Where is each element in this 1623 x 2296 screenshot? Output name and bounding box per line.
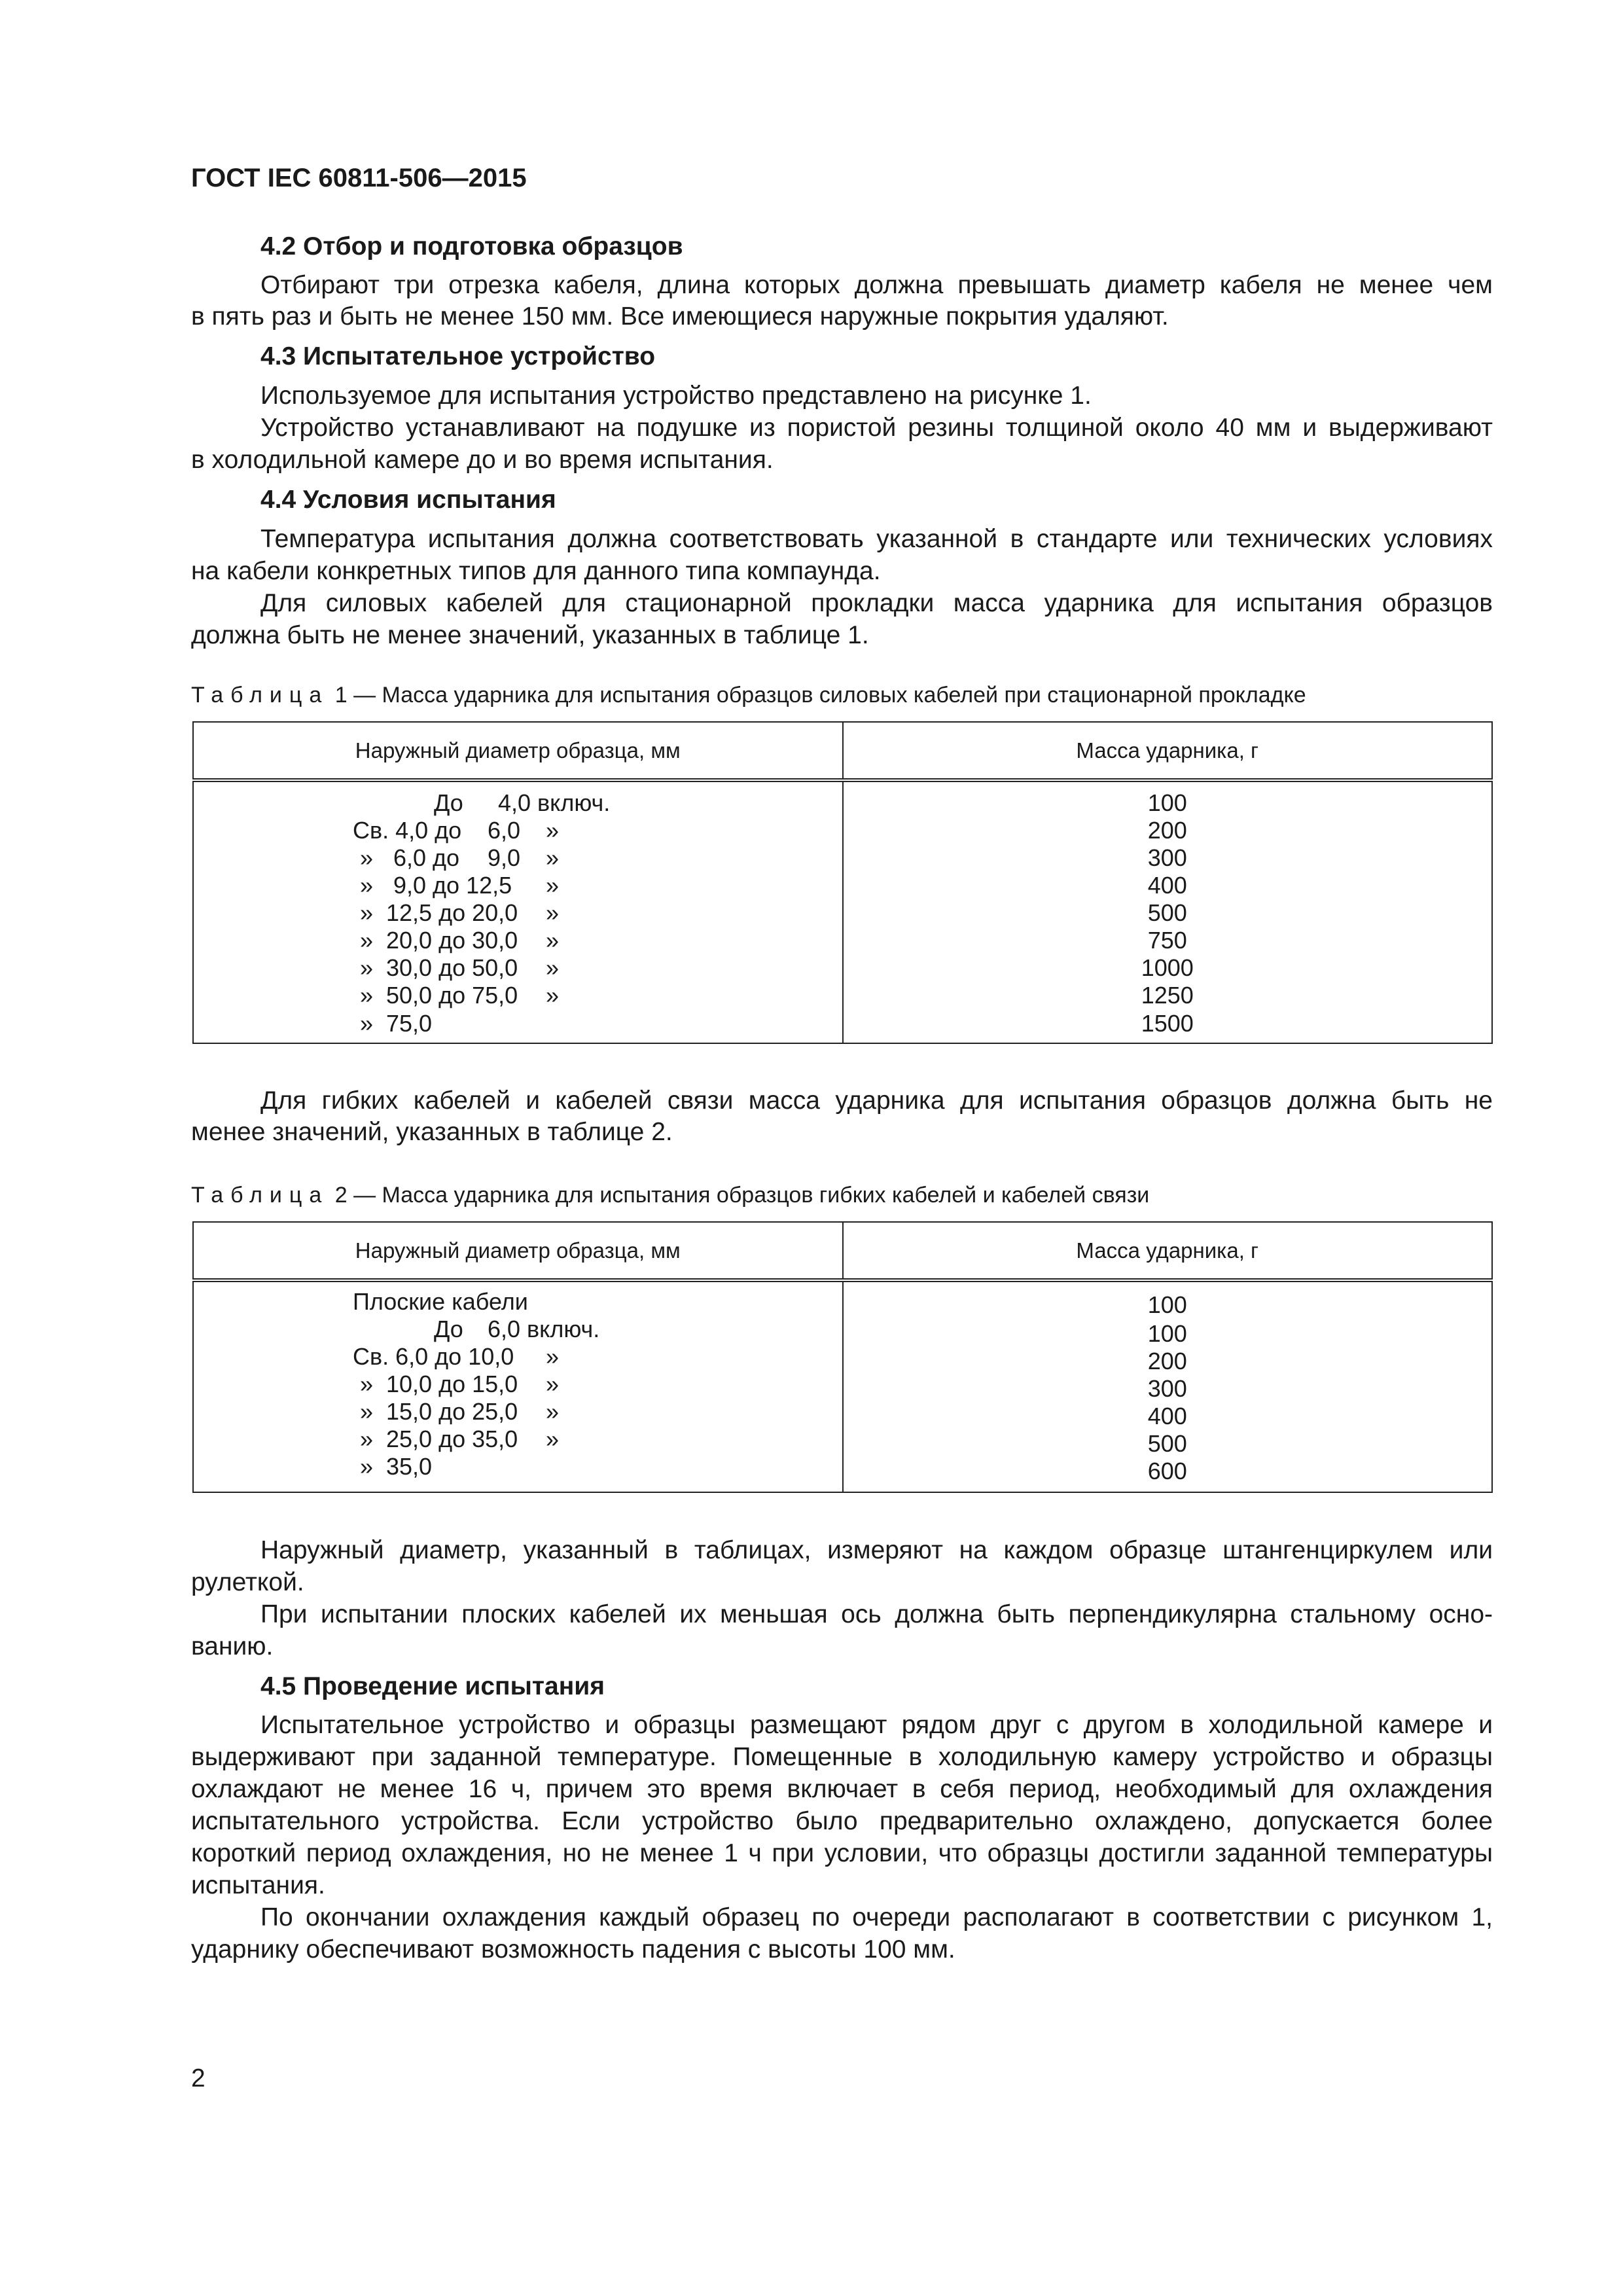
t2-mass-5: 400 bbox=[1147, 1403, 1187, 1429]
t1-r6-b: 20,0 до 30,0 bbox=[386, 927, 518, 954]
s45-para-1-line-4: испытательного устройства. Если устройство было предварительно охлаждено, допускается более bbox=[191, 1807, 1493, 1835]
t2-mass-2: 100 bbox=[1147, 1320, 1187, 1347]
t1-r4-c: » bbox=[546, 872, 560, 899]
t1-mass-2: 200 bbox=[1147, 817, 1187, 844]
t2-r4-b: 10,0 до 15,0 bbox=[386, 1371, 518, 1397]
t1-r3-a: » bbox=[360, 844, 374, 871]
s43-para-1: Используемое для испытания устройство представлено на рисунке 1. bbox=[260, 382, 1092, 410]
t2-mass-4: 300 bbox=[1147, 1375, 1187, 1402]
t1-mass-6: 750 bbox=[1147, 927, 1187, 954]
s43-para-2-line-2: в холодильной камере до и во время испытания. bbox=[191, 446, 774, 474]
t1-r4-b: 9,0 до 12,5 bbox=[393, 872, 512, 899]
t1-r2-c: » bbox=[546, 817, 560, 844]
table-1-header-diameter: Наружный диаметр образца, мм bbox=[193, 722, 843, 780]
table-2-caption bbox=[191, 1181, 1149, 1209]
table-1-caption-text: 1 — Масса ударника для испытания образцов силовых кабелей при стационарной прокладке bbox=[329, 683, 1306, 708]
t2-r7-a: » bbox=[360, 1453, 374, 1480]
t1-r7-a: » bbox=[360, 954, 374, 981]
t1-r3-d: 9,0 bbox=[488, 844, 521, 871]
table-2-body-row bbox=[193, 1280, 1492, 1492]
t1-r8-a: » bbox=[360, 982, 374, 1009]
table-2-caption-label: Таблица bbox=[191, 1183, 329, 1208]
s42-para-line-1: Отбирают три отрезка кабеля, длина которых должна превышать диаметр кабеля не менее чем bbox=[260, 271, 1493, 299]
table-1-header-mass: Масса ударника, г bbox=[843, 722, 1492, 780]
flat-para-line-2: ванию. bbox=[191, 1632, 274, 1660]
mid-para-line-1: Для гибких кабелей и кабелей связи масса ударника для испытания образцов должна быть не bbox=[260, 1086, 1493, 1115]
t2-r6-a: » bbox=[360, 1426, 374, 1452]
t2-mass-3: 200 bbox=[1147, 1348, 1187, 1374]
t2-r2-b: 6,0 включ. bbox=[488, 1316, 600, 1342]
table-2-header-row bbox=[193, 1222, 1492, 1280]
flat-para-line-1: При испытании плоских кабелей их меньшая ось должна быть перпендикулярна стальному осно- bbox=[260, 1600, 1493, 1628]
t2-r2-a: До bbox=[434, 1316, 463, 1342]
table-2-diameter-cell bbox=[193, 1280, 843, 1492]
s45-para-1-line-5: короткий период охлаждения, но не менее 1 ч при условии, что образцы достигли заданной температуры bbox=[191, 1839, 1493, 1867]
t1-mass-1: 100 bbox=[1147, 789, 1187, 816]
s45-para-1-line-6: испытания. bbox=[191, 1871, 325, 1899]
s45-para-2-line-1: По окончании охлаждения каждый образец по очереди располагают в соответствии с рисунком 1, bbox=[260, 1903, 1493, 1931]
t2-mass-1: 100 bbox=[1147, 1291, 1187, 1318]
t2-r5-a: » bbox=[360, 1398, 374, 1425]
t1-mass-4: 400 bbox=[1147, 872, 1187, 899]
t1-r5-a: » bbox=[360, 899, 374, 926]
t2-r1-a: Плоские кабели bbox=[353, 1288, 528, 1315]
section-4-2-heading: 4.2 Отбор и подготовка образцов bbox=[260, 232, 683, 260]
t2-r3-a: Св. 6,0 до 10,0 bbox=[353, 1343, 514, 1370]
t1-r8-c: » bbox=[546, 982, 560, 1009]
t1-r8-b: 50,0 до 75,0 bbox=[386, 982, 518, 1009]
t1-mass-3: 300 bbox=[1147, 844, 1187, 871]
t1-r1-b: 4,0 включ. bbox=[498, 789, 611, 816]
t2-mass-6: 500 bbox=[1147, 1430, 1187, 1457]
table-1-body-row bbox=[193, 780, 1492, 1043]
section-4-4-heading: 4.4 Условия испытания bbox=[260, 486, 556, 514]
table-1-caption-label: Таблица bbox=[191, 683, 329, 708]
t1-r5-c: » bbox=[546, 899, 560, 926]
t2-mass-7: 600 bbox=[1147, 1458, 1187, 1484]
t2-r3-c: » bbox=[546, 1343, 560, 1370]
t1-r7-c: » bbox=[546, 954, 560, 981]
s42-para-line-2: в пять раз и быть не менее 150 мм. Все имеющиеся наружные покрытия удаляют. bbox=[191, 302, 1169, 331]
diameter-para-line-1: Наружный диаметр, указанный в таблицах, измеряют на каждом образце штангенциркулем или bbox=[260, 1536, 1493, 1564]
t1-r9-a: » bbox=[360, 1010, 374, 1037]
s44-para-1-line-1: Температура испытания должна соответствовать указанной в стандарте или технических условиях bbox=[260, 525, 1493, 553]
table-1-diameter-cell bbox=[193, 780, 843, 1043]
t1-r1-a: До bbox=[434, 789, 463, 816]
t1-r7-b: 30,0 до 50,0 bbox=[386, 954, 518, 981]
table-2-header-diameter: Наружный диаметр образца, мм bbox=[193, 1222, 843, 1280]
t1-mass-9: 1500 bbox=[1141, 1010, 1194, 1037]
t1-r2-b: 6,0 bbox=[488, 817, 521, 844]
table-1-caption bbox=[191, 681, 1306, 709]
s44-para-2-line-1: Для силовых кабелей для стационарной прокладки масса ударника для испытания образцов bbox=[260, 589, 1493, 617]
t2-r5-c: » bbox=[546, 1398, 560, 1425]
t1-mass-5: 500 bbox=[1147, 899, 1187, 926]
section-4-5-heading: 4.5 Проведение испытания bbox=[260, 1672, 605, 1700]
t2-r7-b: 35,0 bbox=[386, 1453, 433, 1480]
t2-r4-c: » bbox=[546, 1371, 560, 1397]
s43-para-2-line-1: Устройство устанавливают на подушке из пористой резины толщиной около 40 мм и выдерживают bbox=[260, 414, 1493, 442]
t2-r5-b: 15,0 до 25,0 bbox=[386, 1398, 518, 1425]
t1-r2-a: Св. 4,0 до bbox=[353, 817, 462, 844]
t1-r3-b: 6,0 до bbox=[393, 844, 460, 871]
t1-r3-c: » bbox=[546, 844, 560, 871]
table-2-mass-cell bbox=[843, 1280, 1492, 1492]
table-1-mass-cell bbox=[843, 780, 1492, 1043]
s45-para-1-line-1: Испытательное устройство и образцы размещают рядом друг с другом в холодильной камере и bbox=[260, 1711, 1493, 1739]
t2-r6-c: » bbox=[546, 1426, 560, 1452]
mid-para-line-2: менее значений, указанных в таблице 2. bbox=[191, 1118, 673, 1146]
t1-r6-a: » bbox=[360, 927, 374, 954]
s45-para-1-line-2: выдерживают при заданной температуре. Помещенные в холодильную камеру устройство и образцы bbox=[191, 1743, 1493, 1771]
document-id: ГОСТ IEC 60811-506—2015 bbox=[191, 164, 527, 192]
t2-r6-b: 25,0 до 35,0 bbox=[386, 1426, 518, 1452]
diameter-para-line-2: рулеткой. bbox=[191, 1568, 304, 1596]
t1-r6-c: » bbox=[546, 927, 560, 954]
s44-para-1-line-2: на кабели конкретных типов для данного типа компаунда. bbox=[191, 557, 881, 585]
table-1 bbox=[192, 721, 1493, 1044]
t1-r9-b: 75,0 bbox=[386, 1010, 433, 1037]
t1-r5-b: 12,5 до 20,0 bbox=[386, 899, 518, 926]
t1-mass-8: 1250 bbox=[1141, 982, 1194, 1009]
table-2-header-mass: Масса ударника, г bbox=[843, 1222, 1492, 1280]
s45-para-1-line-3: охлаждают не менее 16 ч, причем это время включает в себя период, необходимый для охлаждения bbox=[191, 1775, 1493, 1803]
t1-mass-7: 1000 bbox=[1141, 954, 1194, 981]
table-2 bbox=[192, 1221, 1493, 1493]
s44-para-2-line-2: должна быть не менее значений, указанных в таблице 1. bbox=[191, 621, 869, 649]
t2-r4-a: » bbox=[360, 1371, 374, 1397]
t1-r4-a: » bbox=[360, 872, 374, 899]
table-1-header-row bbox=[193, 722, 1492, 780]
section-4-3-heading: 4.3 Испытательное устройство bbox=[260, 342, 656, 370]
table-2-caption-text: 2 — Масса ударника для испытания образцов гибких кабелей и кабелей связи bbox=[329, 1183, 1150, 1208]
s45-para-2-line-2: ударнику обеспечивают возможность падения с высоты 100 мм. bbox=[191, 1935, 955, 1964]
page-number: 2 bbox=[191, 2064, 205, 2092]
